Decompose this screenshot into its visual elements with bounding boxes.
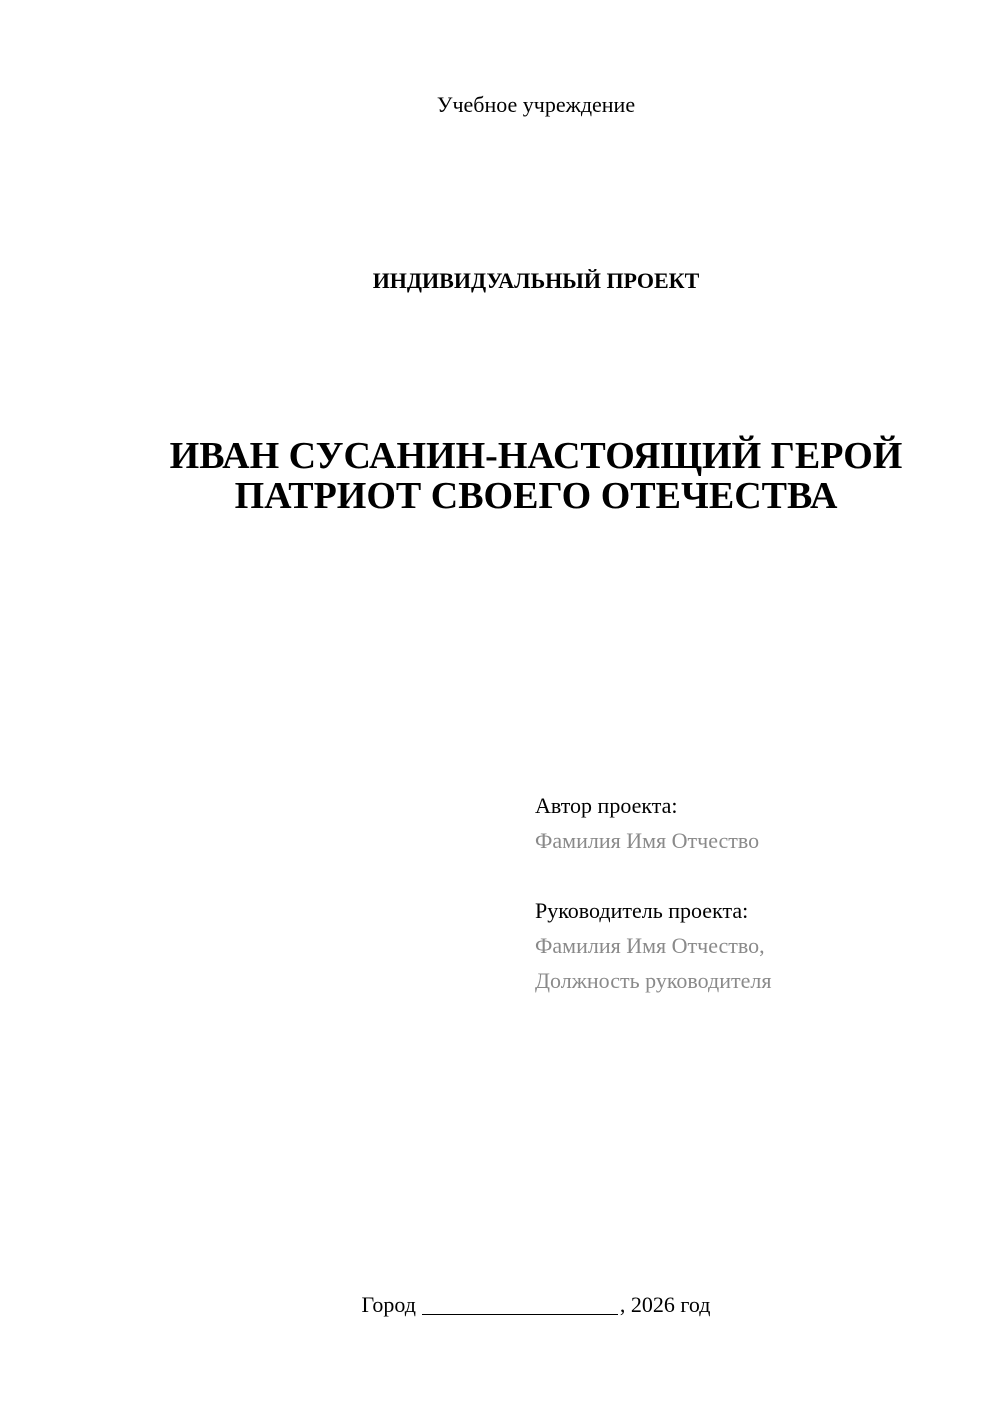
supervisor-name-placeholder: Фамилия Имя Отчество, (535, 933, 765, 958)
city-blank-line (422, 1292, 618, 1315)
project-title-line-2: ПАТРИОТ СВОЕГО ОТЕЧЕСТВА (234, 475, 838, 517)
year-text: , 2026 год (619, 1292, 711, 1317)
city-label: Город (361, 1292, 416, 1317)
institution-name: Учебное учреждение (436, 92, 636, 117)
project-title-line-1: ИВАН СУСАНИН-НАСТОЯЩИЙ ГЕРОЙ (169, 435, 903, 477)
author-name-placeholder: Фамилия Имя Отчество (535, 828, 760, 853)
document-type: ИНДИВИДУАЛЬНЫЙ ПРОЕКТ (372, 268, 700, 293)
author-label: Автор проекта: (535, 793, 678, 818)
project-title (0, 436, 1000, 516)
supervisor-position-placeholder: Должность руководителя (535, 968, 772, 993)
city-year-line (0, 1290, 1000, 1320)
credits-block (535, 788, 771, 998)
credits-spacer (535, 858, 771, 893)
supervisor-label: Руководитель проекта: (535, 898, 749, 923)
